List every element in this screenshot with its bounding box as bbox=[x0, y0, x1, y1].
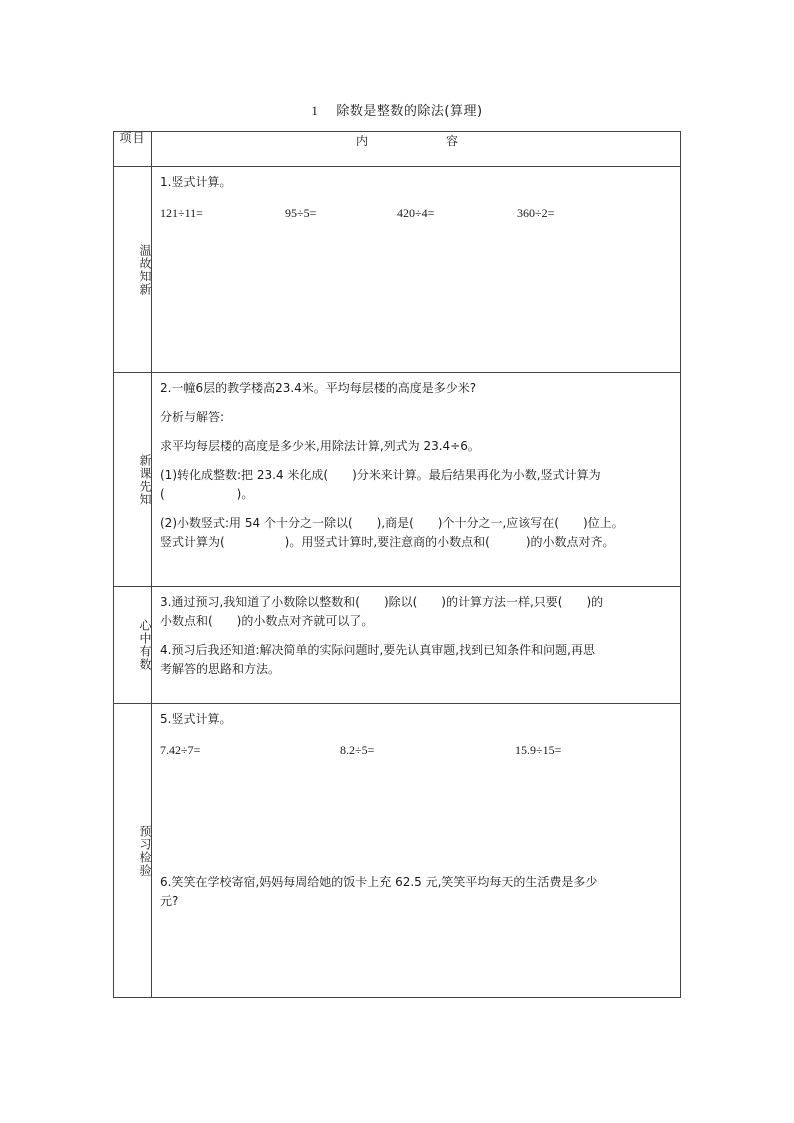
calc-item: 420÷4= bbox=[397, 206, 435, 220]
calc-row-5 bbox=[160, 741, 674, 760]
question-3b: 小数点和( )的小数点对齐就可以了。 bbox=[160, 614, 374, 628]
question-4a: 4.预习后我还知道:解决简单的实际问题时,要先认真审题,找到已知条件和问题,再思 bbox=[160, 643, 595, 657]
question-2: 2.一幢6层的教学楼高23.4米。平均每层楼的高度是多少米? bbox=[160, 381, 477, 395]
section-label-review: 温故知新 bbox=[114, 167, 152, 373]
analysis-line-2a: (1)转化成整数:把 23.4 米化成( )分米来计算。最后结果再化为小数,竖式计算为 bbox=[160, 468, 601, 482]
calc-item: 7.42÷7= bbox=[160, 743, 201, 757]
analysis-line-3b: 竖式计算为( )。用竖式计算时,要注意商的小数点和( )的小数点对齐。 bbox=[160, 535, 615, 549]
calc-item: 15.9÷15= bbox=[515, 743, 562, 757]
section-check bbox=[114, 704, 681, 998]
analysis-line-1: 求平均每层楼的高度是多少米,用除法计算,列式为 23.4÷6。 bbox=[160, 439, 480, 453]
section-label-mind: 心中有数 bbox=[114, 587, 152, 704]
analysis-heading: 分析与解答: bbox=[160, 410, 225, 424]
header-item: 项目 bbox=[114, 132, 152, 167]
analysis-line-2b: ( )。 bbox=[160, 487, 254, 501]
question-3a: 3.通过预习,我知道了小数除以整数和( )除以( )的计算方法一样,只要( )的 bbox=[160, 595, 604, 609]
title-text: 除数是整数的除法(算理) bbox=[336, 104, 483, 119]
calc-item: 95÷5= bbox=[285, 206, 317, 220]
section-mind bbox=[114, 587, 681, 704]
section-review bbox=[114, 167, 681, 373]
calc-item: 121÷11= bbox=[160, 206, 203, 220]
question-1: 1.竖式计算。 bbox=[160, 175, 232, 189]
header-row bbox=[114, 132, 681, 167]
calc-row-1 bbox=[160, 204, 674, 223]
question-4b: 考解答的思路和方法。 bbox=[160, 662, 281, 676]
section-content-review bbox=[152, 167, 681, 373]
worksheet-table bbox=[113, 131, 681, 998]
calc-item: 360÷2= bbox=[517, 206, 555, 220]
section-newlesson bbox=[114, 373, 681, 587]
title-number: 1 bbox=[311, 103, 319, 118]
question-5: 5.竖式计算。 bbox=[160, 712, 232, 726]
section-content-check bbox=[152, 704, 681, 998]
question-6b: 元? bbox=[160, 894, 179, 908]
analysis-line-3a: (2)小数竖式:用 54 个十分之一除以( ),商是( )个十分之一,应该写在( )位上。 bbox=[160, 516, 624, 530]
calc-item: 8.2÷5= bbox=[340, 743, 375, 757]
section-content-newlesson bbox=[152, 373, 681, 587]
section-label-check: 预习检验 bbox=[114, 704, 152, 998]
question-6a: 6.笑笑在学校寄宿,妈妈每周给她的饭卡上充 62.5 元,笑笑平均每天的生活费是多少 bbox=[160, 875, 598, 889]
section-label-newlesson: 新课先知 bbox=[114, 373, 152, 587]
section-content-mind bbox=[152, 587, 681, 704]
page-title bbox=[0, 100, 794, 119]
header-content: 内 容 bbox=[152, 132, 681, 167]
